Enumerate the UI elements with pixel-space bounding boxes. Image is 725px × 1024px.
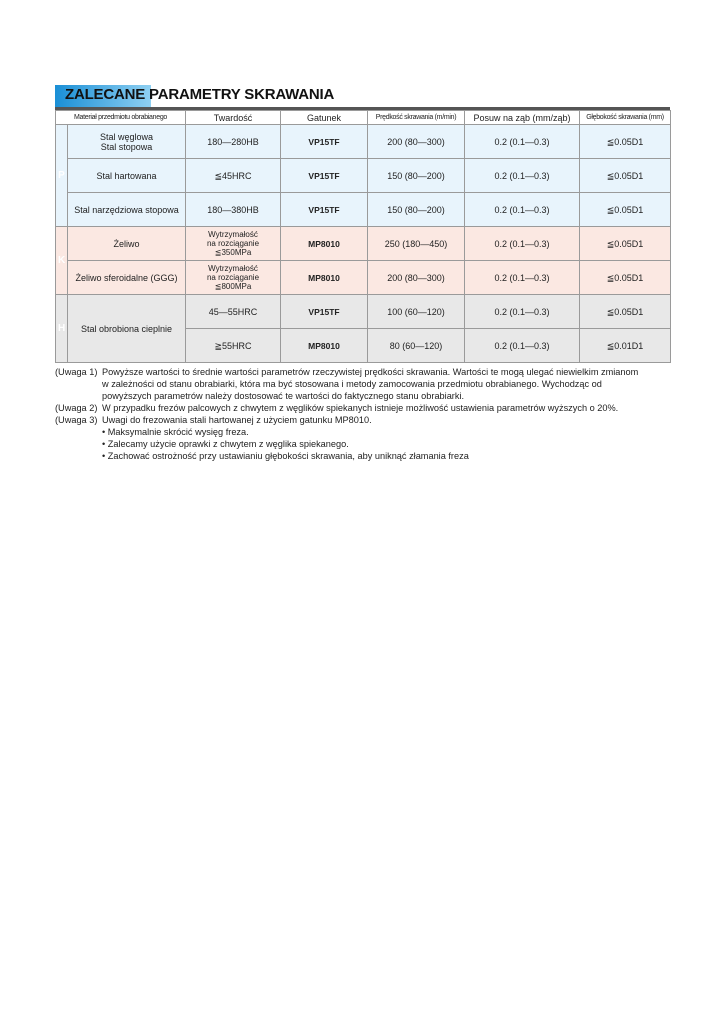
note-1-line-1: Powyższe wartości to średnie wartości parametrów rzeczywistej prędkości skrawania. Wartości te mogą ulegać niewielkim zmianom <box>102 367 639 377</box>
hardness-cell: 45—55HRC <box>186 295 281 329</box>
notes-section <box>55 366 675 462</box>
speed-cell: 200 (80—300) <box>368 261 465 295</box>
note-1-line-2: w zależności od stanu obrabiarki, która ma być stosowana i metody zamocowania przedmiotu obrabianego. Wychodząc od <box>102 379 602 389</box>
table-row <box>56 159 671 193</box>
hardness-cell: 180—280HB <box>186 125 281 159</box>
hardness-cell <box>186 227 281 261</box>
header-material: Materiał przedmiotu obrabianego <box>56 111 186 125</box>
depth-cell: ≦0.05D1 <box>580 261 671 295</box>
table-header-row <box>56 111 671 125</box>
speed-cell: 150 (80—200) <box>368 193 465 227</box>
grade-cell: VP15TF <box>281 125 368 159</box>
depth-cell: ≦0.05D1 <box>580 227 671 261</box>
speed-cell: 100 (60—120) <box>368 295 465 329</box>
depth-cell: ≦0.01D1 <box>580 329 671 363</box>
header-feed: Posuw na ząb (mm/ząb) <box>465 111 580 125</box>
material-cell: Żeliwo sferoidalne (GGG) <box>68 261 186 295</box>
hardness-cell <box>186 261 281 295</box>
note-3 <box>55 414 675 426</box>
category-k-badge: K <box>56 227 68 295</box>
table-row <box>56 261 671 295</box>
hardness-cell: ≧55HRC <box>186 329 281 363</box>
hardness-line-3: ≦800MPa <box>214 282 252 291</box>
hardness-line-1: Wytrzymałość <box>208 264 258 273</box>
title-rest: PARAMETRY SKRAWANIA <box>145 86 335 103</box>
bullet-item: • Zalecamy użycie oprawki z chwytem z węglika spiekanego. <box>102 439 349 449</box>
grade-cell: MP8010 <box>281 261 368 295</box>
header-hardness: Twardość <box>186 111 281 125</box>
cutting-parameters-table <box>55 110 671 363</box>
header-speed: Prędkość skrawania (m/min) <box>368 111 465 125</box>
feed-cell: 0.2 (0.1—0.3) <box>465 193 580 227</box>
hardness-line-3: ≦350MPa <box>214 248 252 257</box>
section-title <box>55 85 670 109</box>
note-1 <box>55 366 675 402</box>
material-line-2: Stal stopowa <box>100 141 153 152</box>
speed-cell: 150 (80—200) <box>368 159 465 193</box>
grade-cell: VP15TF <box>281 295 368 329</box>
feed-cell: 0.2 (0.1—0.3) <box>465 125 580 159</box>
feed-cell: 0.2 (0.1—0.3) <box>465 159 580 193</box>
table-row <box>56 193 671 227</box>
grade-cell: MP8010 <box>281 227 368 261</box>
category-h-badge: H <box>56 295 68 363</box>
grade-cell: MP8010 <box>281 329 368 363</box>
feed-cell: 0.2 (0.1—0.3) <box>465 227 580 261</box>
note-3-tag: (Uwaga 3) <box>55 415 98 425</box>
speed-cell: 200 (80—300) <box>368 125 465 159</box>
material-line-1: Stal węglowa <box>99 131 154 142</box>
speed-cell: 250 (180—450) <box>368 227 465 261</box>
note-1-tag: (Uwaga 1) <box>55 367 98 377</box>
hardness-cell: 180—380HB <box>186 193 281 227</box>
table-row <box>56 125 671 159</box>
hardness-line-1: Wytrzymałość <box>208 230 258 239</box>
note-2 <box>55 402 675 414</box>
category-p-badge: P <box>56 125 68 227</box>
table-row <box>56 295 671 329</box>
table-row <box>56 227 671 261</box>
hardness-line-2: na rozciąganie <box>206 239 260 248</box>
note-3-line-1: Uwagi do frezowania stali hartowanej z użyciem gatunku MP8010. <box>102 415 372 425</box>
material-cell: Stal hartowana <box>68 159 186 193</box>
feed-cell: 0.2 (0.1—0.3) <box>465 295 580 329</box>
hardness-cell: ≦45HRC <box>186 159 281 193</box>
depth-cell: ≦0.05D1 <box>580 159 671 193</box>
bullet-item: • Maksymalnie skrócić wysięg freza. <box>102 427 249 437</box>
bullet-item: • Zachować ostrożność przy ustawianiu głębokości skrawania, aby uniknąć złamania freza <box>102 451 469 461</box>
note-2-tag: (Uwaga 2) <box>55 403 98 413</box>
note-1-line-3: powyższych parametrów należy dostosować te wartości do faktycznego stanu obrabiarki. <box>102 391 465 401</box>
material-cell: Stal narzędziowa stopowa <box>68 193 186 227</box>
depth-cell: ≦0.05D1 <box>580 193 671 227</box>
title-highlight: ZALECANE <box>65 86 146 103</box>
material-cell <box>68 125 186 159</box>
header-depth: Głębokość skrawania (mm) <box>580 111 671 125</box>
grade-cell: VP15TF <box>281 159 368 193</box>
depth-cell: ≦0.05D1 <box>580 295 671 329</box>
material-cell: Żeliwo <box>68 227 186 261</box>
hardness-line-2: na rozciąganie <box>206 273 260 282</box>
header-grade: Gatunek <box>281 111 368 125</box>
feed-cell: 0.2 (0.1—0.3) <box>465 329 580 363</box>
material-cell: Stal obrobiona cieplnie <box>68 295 186 363</box>
feed-cell: 0.2 (0.1—0.3) <box>465 261 580 295</box>
grade-cell: VP15TF <box>281 193 368 227</box>
speed-cell: 80 (60—120) <box>368 329 465 363</box>
page-title <box>65 86 334 103</box>
note-3-bullets <box>55 426 675 462</box>
note-2-line-1: W przypadku frezów palcowych z chwytem z węglików spiekanych istnieje możliwość ustawienia parametrów wyższych o 20%. <box>102 403 619 413</box>
depth-cell: ≦0.05D1 <box>580 125 671 159</box>
